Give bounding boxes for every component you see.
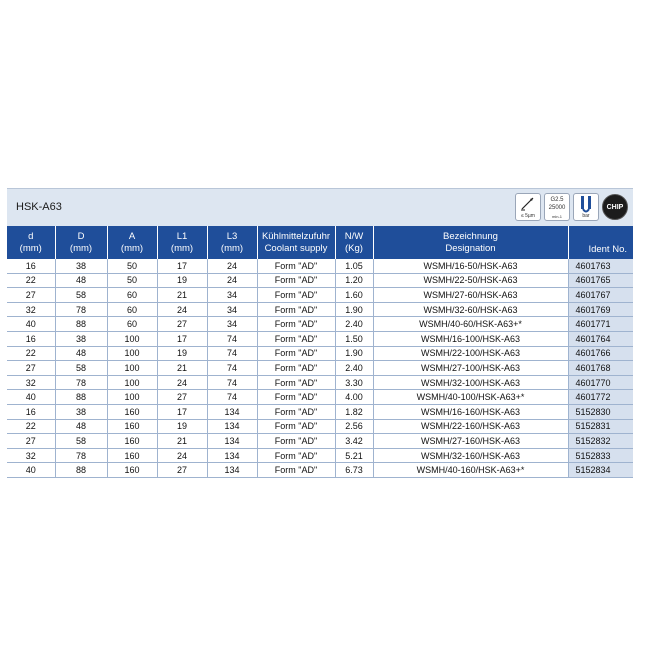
cell-weight: 1.82: [335, 404, 373, 419]
feature-icons: [515, 193, 628, 221]
cell-A: 160: [107, 463, 157, 478]
cell-A: 100: [107, 390, 157, 405]
cell-designation: WSMH/16-160/HSK-A63: [373, 404, 568, 419]
cell-ident: 4601765: [568, 273, 633, 288]
cell-d: 27: [7, 288, 55, 303]
table-row: [7, 288, 633, 303]
cell-L1: 24: [157, 302, 207, 317]
cell-L1: 19: [157, 273, 207, 288]
cell-D: 88: [55, 390, 107, 405]
cell-coolant: Form "AD": [257, 273, 335, 288]
cell-A: 160: [107, 448, 157, 463]
specification-table: [7, 226, 633, 478]
cell-designation: WSMH/32-160/HSK-A63: [373, 448, 568, 463]
cell-weight: 3.30: [335, 375, 373, 390]
cell-D: 58: [55, 361, 107, 376]
table-row: [7, 317, 633, 332]
cell-coolant: Form "AD": [257, 390, 335, 405]
coolant-icon: [573, 193, 599, 221]
cell-D: 78: [55, 448, 107, 463]
cell-d: 22: [7, 419, 55, 434]
cell-d: 16: [7, 259, 55, 273]
cell-ident: 4601764: [568, 331, 633, 346]
cell-ident: 4601772: [568, 390, 633, 405]
cell-D: 38: [55, 404, 107, 419]
cell-L1: 21: [157, 288, 207, 303]
col-header-L3: L3 (mm): [207, 226, 257, 259]
cell-weight: 2.40: [335, 361, 373, 376]
cell-L1: 24: [157, 448, 207, 463]
cell-ident: 5152833: [568, 448, 633, 463]
table-row: [7, 302, 633, 317]
cell-D: 58: [55, 434, 107, 449]
cell-A: 160: [107, 419, 157, 434]
cell-coolant: Form "AD": [257, 317, 335, 332]
cell-L1: 19: [157, 346, 207, 361]
chip-icon: CHIP: [602, 194, 628, 220]
cell-A: 100: [107, 361, 157, 376]
cell-designation: WSMH/16-100/HSK-A63: [373, 331, 568, 346]
cell-coolant: Form "AD": [257, 419, 335, 434]
cell-d: 27: [7, 434, 55, 449]
cell-D: 48: [55, 273, 107, 288]
cell-A: 60: [107, 288, 157, 303]
cell-d: 22: [7, 346, 55, 361]
balance-grade: G2.5: [550, 197, 564, 203]
cell-A: 100: [107, 346, 157, 361]
col-header-D: D (mm): [55, 226, 107, 259]
cell-ident: 4601771: [568, 317, 633, 332]
table-row: [7, 361, 633, 376]
cell-designation: WSMH/27-100/HSK-A63: [373, 361, 568, 376]
cell-weight: 2.56: [335, 419, 373, 434]
cell-weight: 1.50: [335, 331, 373, 346]
section-title: HSK-A63: [16, 201, 62, 213]
table-row: [7, 434, 633, 449]
balance-speed: 25000: [548, 205, 566, 211]
cell-ident: 4601769: [568, 302, 633, 317]
col-header-ident: Ident No.: [568, 226, 633, 259]
col-header-weight: N/W (Kg): [335, 226, 373, 259]
cell-L1: 21: [157, 434, 207, 449]
runout-icon: [515, 193, 541, 221]
cell-L1: 24: [157, 375, 207, 390]
cell-coolant: Form "AD": [257, 331, 335, 346]
cell-ident: 4601770: [568, 375, 633, 390]
table-row: [7, 331, 633, 346]
cell-designation: WSMH/16-50/HSK-A63: [373, 259, 568, 273]
table-row: [7, 375, 633, 390]
cell-coolant: Form "AD": [257, 361, 335, 376]
cell-weight: 5.21: [335, 448, 373, 463]
cell-D: 88: [55, 317, 107, 332]
cell-designation: WSMH/22-160/HSK-A63: [373, 419, 568, 434]
table-row: [7, 404, 633, 419]
cell-ident: 5152831: [568, 419, 633, 434]
cell-A: 100: [107, 375, 157, 390]
balance-icon: [544, 193, 570, 221]
cell-d: 40: [7, 317, 55, 332]
table-header-row: [7, 226, 633, 259]
cell-L1: 17: [157, 404, 207, 419]
cell-weight: 2.40: [335, 317, 373, 332]
cell-L3: 24: [207, 273, 257, 288]
table-row: [7, 463, 633, 478]
cell-ident: 4601767: [568, 288, 633, 303]
cell-ident: 4601763: [568, 259, 633, 273]
cell-L3: 74: [207, 375, 257, 390]
cell-L3: 134: [207, 419, 257, 434]
cell-L1: 21: [157, 361, 207, 376]
cell-weight: 1.90: [335, 302, 373, 317]
col-header-d: d (mm): [7, 226, 55, 259]
table-row: [7, 390, 633, 405]
cell-L1: 27: [157, 390, 207, 405]
cell-A: 160: [107, 434, 157, 449]
cell-weight: 1.90: [335, 346, 373, 361]
cell-coolant: Form "AD": [257, 404, 335, 419]
cell-L3: 74: [207, 331, 257, 346]
cell-coolant: Form "AD": [257, 448, 335, 463]
cell-designation: WSMH/32-100/HSK-A63: [373, 375, 568, 390]
table-row: [7, 273, 633, 288]
balance-unit: min-1: [551, 214, 562, 219]
cell-D: 58: [55, 288, 107, 303]
table-row: [7, 346, 633, 361]
cell-D: 78: [55, 375, 107, 390]
cell-L3: 134: [207, 434, 257, 449]
cell-d: 32: [7, 448, 55, 463]
cell-L1: 19: [157, 419, 207, 434]
cell-L3: 74: [207, 361, 257, 376]
cell-coolant: Form "AD": [257, 375, 335, 390]
table-body: [7, 259, 633, 477]
cell-designation: WSMH/22-50/HSK-A63: [373, 273, 568, 288]
cell-A: 100: [107, 331, 157, 346]
cell-coolant: Form "AD": [257, 288, 335, 303]
cell-L3: 34: [207, 302, 257, 317]
cell-designation: WSMH/27-60/HSK-A63: [373, 288, 568, 303]
runout-label: ≤ 5µm: [521, 213, 535, 219]
cell-L1: 17: [157, 259, 207, 273]
cell-L3: 134: [207, 448, 257, 463]
cell-designation: WSMH/32-60/HSK-A63: [373, 302, 568, 317]
col-header-A: A (mm): [107, 226, 157, 259]
cell-weight: 1.60: [335, 288, 373, 303]
cell-designation: WSMH/27-160/HSK-A63: [373, 434, 568, 449]
cell-d: 22: [7, 273, 55, 288]
cell-coolant: Form "AD": [257, 434, 335, 449]
cell-L3: 74: [207, 346, 257, 361]
cell-d: 32: [7, 375, 55, 390]
coolant-label: bar: [582, 213, 590, 219]
cell-D: 48: [55, 346, 107, 361]
cell-weight: 1.05: [335, 259, 373, 273]
cell-L1: 27: [157, 317, 207, 332]
cell-designation: WSMH/40-100/HSK-A63+*: [373, 390, 568, 405]
cell-ident: 5152830: [568, 404, 633, 419]
cell-ident: 4601768: [568, 361, 633, 376]
cell-weight: 1.20: [335, 273, 373, 288]
cell-coolant: Form "AD": [257, 259, 335, 273]
cell-ident: 5152834: [568, 463, 633, 478]
cell-D: 78: [55, 302, 107, 317]
cell-coolant: Form "AD": [257, 302, 335, 317]
cell-ident: 5152832: [568, 434, 633, 449]
cell-L3: 24: [207, 259, 257, 273]
cell-weight: 6.73: [335, 463, 373, 478]
table-row: [7, 419, 633, 434]
table-row: [7, 259, 633, 273]
cell-d: 16: [7, 404, 55, 419]
cell-weight: 4.00: [335, 390, 373, 405]
cell-A: 160: [107, 404, 157, 419]
col-header-L1: L1 (mm): [157, 226, 207, 259]
cell-L3: 34: [207, 288, 257, 303]
cell-d: 40: [7, 390, 55, 405]
section-title-bar: [7, 188, 633, 226]
cell-L1: 17: [157, 331, 207, 346]
cell-weight: 3.42: [335, 434, 373, 449]
cell-coolant: Form "AD": [257, 346, 335, 361]
col-header-designation: Bezeichnung Designation: [373, 226, 568, 259]
cell-d: 27: [7, 361, 55, 376]
cell-A: 50: [107, 273, 157, 288]
product-table-panel: [7, 188, 633, 478]
cell-designation: WSMH/40-60/HSK-A63+*: [373, 317, 568, 332]
cell-A: 60: [107, 302, 157, 317]
cell-D: 48: [55, 419, 107, 434]
col-header-coolant: Kühlmittelzufuhr Coolant supply: [257, 226, 335, 259]
cell-A: 50: [107, 259, 157, 273]
cell-L3: 34: [207, 317, 257, 332]
cell-D: 38: [55, 259, 107, 273]
cell-D: 38: [55, 331, 107, 346]
cell-d: 16: [7, 331, 55, 346]
cell-d: 32: [7, 302, 55, 317]
table-row: [7, 448, 633, 463]
cell-L3: 74: [207, 390, 257, 405]
cell-ident: 4601766: [568, 346, 633, 361]
cell-coolant: Form "AD": [257, 463, 335, 478]
cell-L3: 134: [207, 463, 257, 478]
cell-d: 40: [7, 463, 55, 478]
cell-designation: WSMH/40-160/HSK-A63+*: [373, 463, 568, 478]
cell-D: 88: [55, 463, 107, 478]
cell-designation: WSMH/22-100/HSK-A63: [373, 346, 568, 361]
cell-L3: 134: [207, 404, 257, 419]
cell-L1: 27: [157, 463, 207, 478]
cell-A: 60: [107, 317, 157, 332]
